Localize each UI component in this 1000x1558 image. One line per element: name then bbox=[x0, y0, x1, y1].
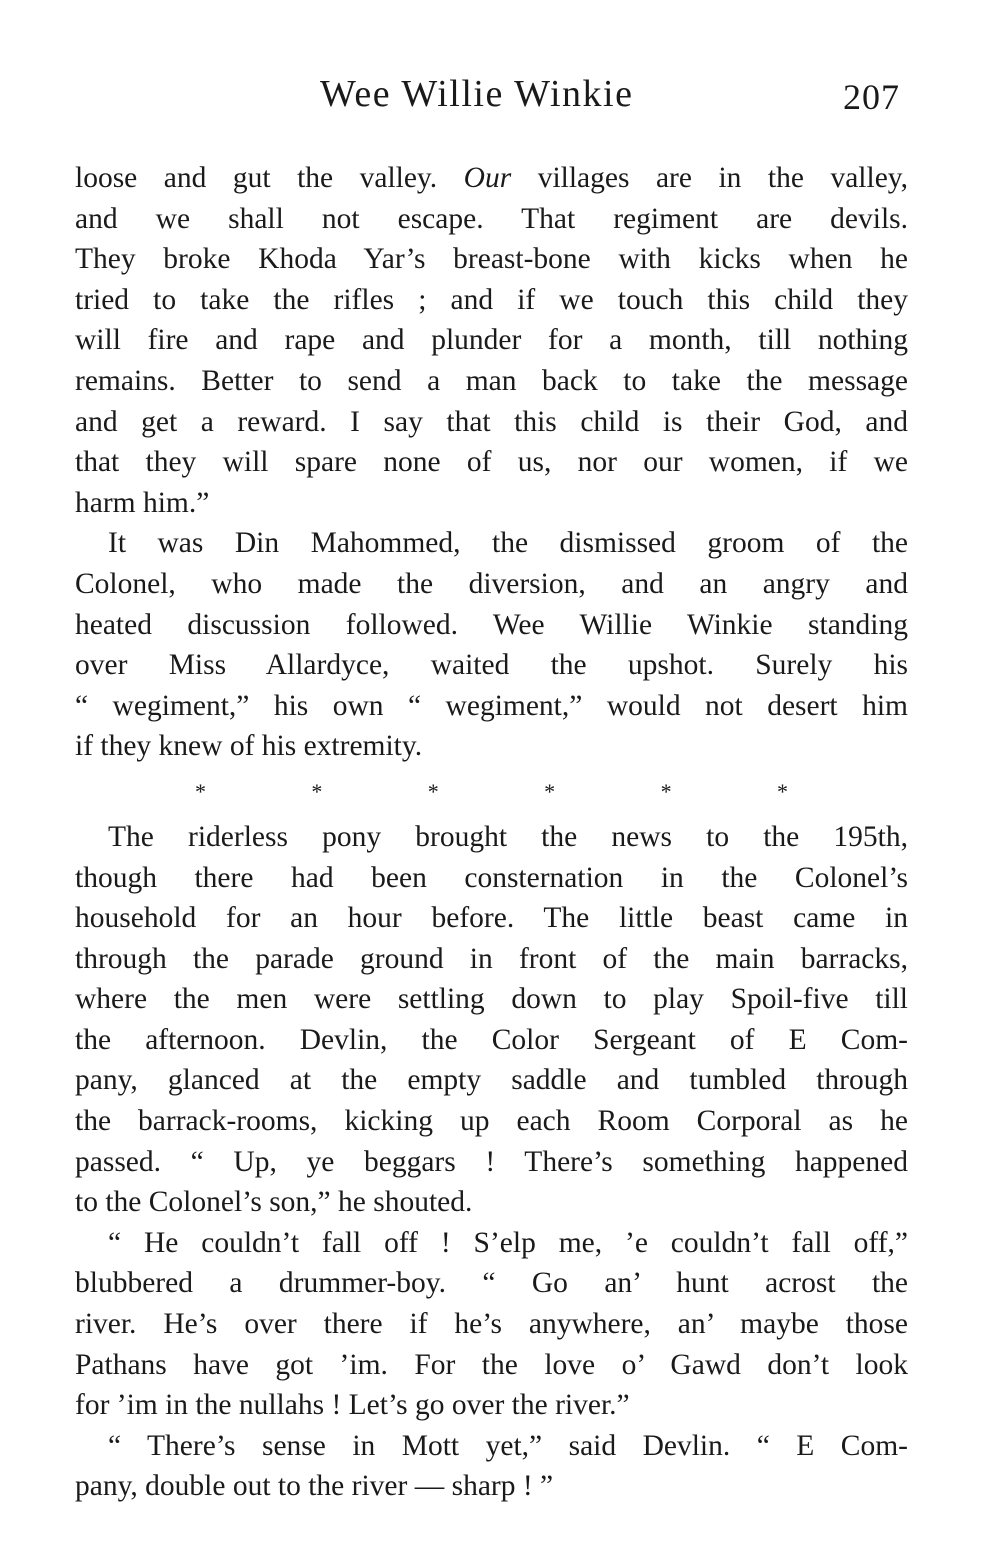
text-line: through the parade ground in front of the main barracks, bbox=[75, 942, 908, 975]
text-line: heated discussion followed. Wee Willie Winkie standing bbox=[75, 608, 908, 641]
text-line: pany, double out to the river — sharp ! ” bbox=[75, 1470, 554, 1503]
text-line: to the Colonel’s son,” he shouted. bbox=[75, 1186, 473, 1219]
text-line: loose and gut the valley. Our villages are in the valley, bbox=[75, 162, 908, 194]
asterisk: * bbox=[776, 778, 788, 804]
text-line: blubbered a drummer-boy. “ Go an’ hunt acrost the bbox=[75, 1267, 908, 1300]
text-line: It was Din Mahommed, the dismissed groom of the bbox=[108, 527, 908, 560]
text-line: tried to take the rifles ; and if we touch this child they bbox=[75, 283, 908, 316]
asterisk: * bbox=[427, 778, 439, 804]
text-line: pany, glanced at the empty saddle and tumbled through bbox=[75, 1064, 908, 1097]
text-line: will fire and rape and plunder for a month, till nothing bbox=[75, 324, 908, 357]
text-line: the barrack-rooms, kicking up each Room Corporal as he bbox=[75, 1105, 908, 1138]
text-line: “ There’s sense in Mott yet,” said Devlin. “ E Com- bbox=[108, 1429, 908, 1462]
text-line: harm him.” bbox=[75, 486, 210, 519]
text-line: the afternoon. Devlin, the Color Sergeant of E Com- bbox=[75, 1023, 908, 1056]
text-line: over Miss Allardyce, waited the upshot. Surely his bbox=[75, 649, 908, 682]
page-number: 207 bbox=[843, 77, 900, 117]
text-line: passed. “ Up, ye beggars ! There’s something happened bbox=[75, 1145, 908, 1178]
text-line: though there had been consternation in the Colonel’s bbox=[75, 861, 908, 894]
running-title: Wee Willie Winkie bbox=[320, 73, 634, 115]
asterisk: * bbox=[660, 778, 672, 804]
text-line: and get a reward. I say that this child is their God, and bbox=[75, 405, 908, 438]
text-line: “ He couldn’t fall off ! S’elp me, ’e couldn’t fall off,” bbox=[108, 1226, 908, 1259]
text-line: household for an hour before. The little beast came in bbox=[75, 902, 908, 935]
body-text bbox=[75, 158, 908, 1507]
page-header bbox=[0, 72, 1000, 132]
text-line: where the men were settling down to play Spoil-five till bbox=[75, 983, 908, 1016]
text-line: for ’im in the nullahs ! Let’s go over the river.” bbox=[75, 1389, 630, 1422]
text-line: remains. Better to send a man back to take the message bbox=[75, 364, 908, 397]
section-break-asterisks bbox=[75, 767, 908, 817]
text-line: Pathans have got ’im. For the love o’ Gawd don’t look bbox=[75, 1348, 908, 1381]
asterisk: * bbox=[544, 778, 556, 804]
text-line: that they will spare none of us, nor our women, if we bbox=[75, 446, 908, 479]
text-line: The riderless pony brought the news to the 195th, bbox=[108, 820, 908, 853]
asterisk: * bbox=[195, 778, 206, 804]
text-line: and we shall not escape. That regiment are devils. bbox=[75, 202, 908, 235]
text-line: Colonel, who made the diversion, and an angry and bbox=[75, 567, 908, 600]
asterisk: * bbox=[311, 778, 323, 804]
text-line: if they knew of his extremity. bbox=[75, 730, 423, 763]
text-line: They broke Khoda Yar’s breast-bone with kicks when he bbox=[75, 243, 908, 276]
text-line: river. He’s over there if he’s anywhere, an’ maybe those bbox=[75, 1308, 908, 1341]
text-line: “ wegiment,” his own “ wegiment,” would not desert him bbox=[75, 689, 908, 722]
